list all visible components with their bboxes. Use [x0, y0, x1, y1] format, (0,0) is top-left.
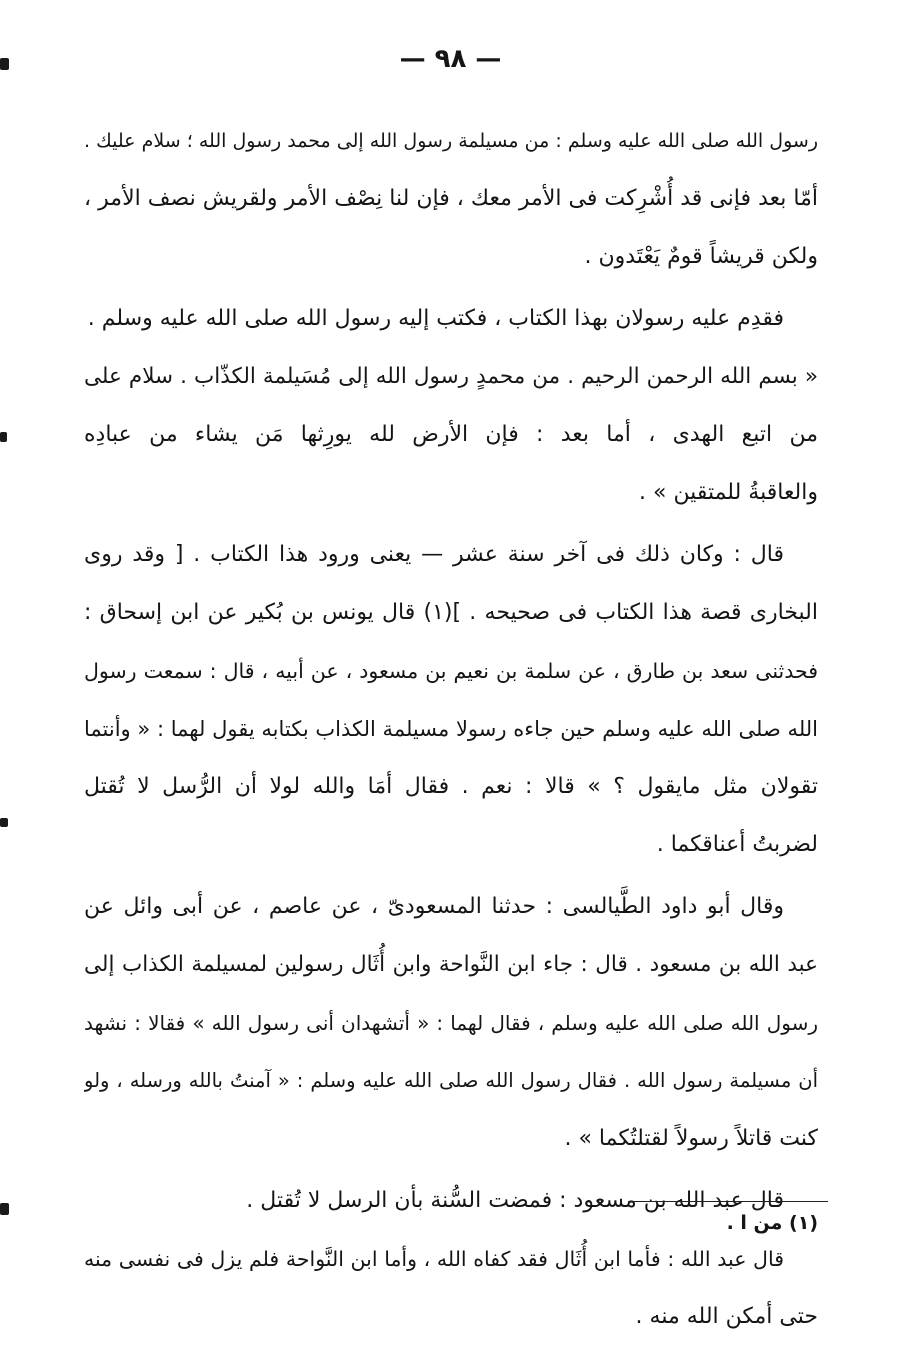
text-line: قال عبد الله : فأما ابن أُثَال فقد كفاه الله ، وأما ابن النَّواحة فلم يزل فى نفسى منه [84, 1247, 784, 1271]
text-line: كنت قاتلاً رسولاً لقتلتُكما » . [564, 1126, 818, 1151]
text-line: فحدثنى سعد بن طارق ، عن سلمة بن نعيم بن مسعود ، عن أبيه ، قال : سمعت رسول [84, 659, 818, 683]
text-line: أن مسيلمة رسول الله . فقال رسول الله صلى الله عليه وسلم : « آمنتُ بالله ورسله ، ولو [84, 1069, 818, 1092]
text-line: لضربتُ أعناقكما . [656, 832, 818, 857]
text-line: « بسم الله الرحمن الرحيم . من محمدٍ رسول الله إلى مُسَيلمة الكذّاب . سلام على [84, 364, 818, 389]
text-line: البخارى قصة هذا الكتاب فى صحيحه . ](١) قال يونس بن بُكير عن ابن إسحاق : [84, 600, 818, 625]
scan-edge-mark [0, 432, 7, 442]
text-line: عبد الله بن مسعود . قال : جاء ابن النَّواحة وابن أُثَال رسولين لمسيلمة الكذاب إلى [84, 952, 818, 977]
text-line: الله صلى الله عليه وسلم حين جاءه رسولا مسيلمة الكذاب بكتابه يقول لهما : « وأنتما [84, 717, 818, 741]
text-line: تقولان مثل مايقول ؟ » قالا : نعم . فقال أمَا والله لولا أن الرُّسل لا تُقتل [84, 774, 818, 799]
footnote: (١) من ا . [726, 1212, 818, 1234]
text-line: قال : وكان ذلك فى آخر سنة عشر — يعنى ورود هذا الكتاب . [ وقد روى [84, 542, 784, 567]
scan-edge-mark [0, 1203, 9, 1215]
page-body-text [84, 112, 818, 1346]
page-number: — ٩٨ — [399, 44, 502, 74]
scan-edge-mark [0, 818, 8, 827]
text-line: ولكن قريشاً قومٌ يَعْتَدون . [584, 244, 818, 269]
text-line: قال عبد الله بن مسعود : فمضت السُّنة بأن الرسل لا تُقتل . [246, 1188, 784, 1213]
text-line: من اتبع الهدى ، أما بعد : فإن الأرض لله يورِثها مَن يشاء من عبادِه [84, 422, 818, 447]
text-line: حتى أمكن الله منه . [635, 1304, 818, 1329]
footnote-divider [628, 1201, 828, 1202]
scan-edge-mark [0, 58, 9, 70]
text-line: أمّا بعد فإنى قد أُشْرِكت فى الأمر معك ، فإن لنا نِصْف الأمر ولقريش نصف الأمر ، [84, 186, 818, 211]
text-line: وقال أبو داود الطَّيالسى : حدثنا المسعودىّ ، عن عاصم ، عن أبى وائل عن [84, 894, 784, 919]
text-line: رسول الله صلى الله عليه وسلم ، فقال لهما : « أتشهدان أنى رسول الله » فقالا : نشهد [84, 1011, 818, 1035]
text-line: رسول الله صلى الله عليه وسلم : من مسيلمة رسول الله إلى محمد رسول الله ؛ سلام عليك . [84, 130, 818, 152]
text-line: فقدِم عليه رسولان بهذا الكتاب ، فكتب إليه رسول الله صلى الله عليه وسلم . [87, 306, 784, 331]
text-line: والعاقبةُ للمتقين » . [639, 480, 818, 505]
